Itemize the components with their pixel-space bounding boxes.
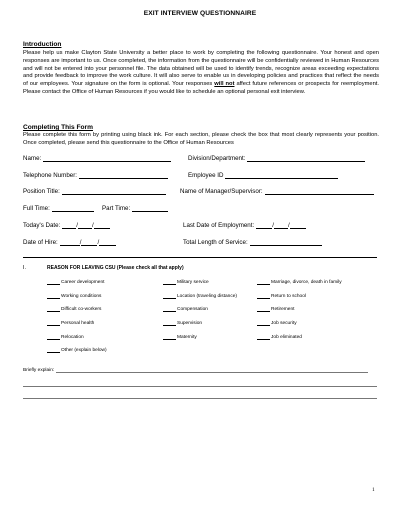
date-of-hire-sep-1: / [79, 239, 82, 246]
page-number: 1 [372, 487, 375, 493]
employee-id-field[interactable] [188, 172, 338, 179]
option-location[interactable] [163, 293, 237, 299]
option-label: Difficult co-workers [61, 307, 102, 312]
date-of-hire-sep-2: / [97, 239, 100, 246]
part-time-line[interactable] [132, 205, 168, 212]
employee-id-line[interactable] [225, 172, 338, 179]
option-label: Military service [177, 280, 209, 285]
option-job-security[interactable] [257, 320, 297, 326]
completing-text: Please complete this form by printing using black ink. For each section, please check the box that most clearly represents your position. Once completed, please send this questionnaire to the Office of Human Resources [23, 132, 379, 146]
checkbox-blank[interactable] [163, 279, 176, 285]
last-date-day[interactable] [274, 222, 288, 229]
checkbox-blank[interactable] [163, 293, 176, 299]
todays-date-day[interactable] [78, 222, 92, 229]
division-line[interactable] [247, 155, 365, 162]
briefly-explain-field[interactable] [23, 368, 368, 373]
introduction-text-part1: Please help us make Clayton State University a better place to work by completing the following questionnaire. Your honest and open responses are important to us. Once completed, the information from the questionnaire will be confidentially reviewed in Human Resources and will not be entered into your personnel file. The data obtained will be used to identify trends, recognize areas exceeding expectations and provide feedback to improve the work culture. It will also serve to enable us in developing policies and practices that reflect the needs of our employees. Your signature on the form is optional. Your responses [23, 50, 379, 88]
todays-date-label: Today's Date: [23, 222, 61, 229]
option-retirement[interactable] [257, 306, 294, 312]
checkbox-blank[interactable] [47, 334, 60, 340]
division-label: Division/Department: [188, 155, 246, 162]
option-relocation[interactable] [47, 334, 84, 340]
option-label: Job eliminated [271, 335, 302, 340]
name-line[interactable] [43, 155, 171, 162]
option-label: Location (traveling distance) [177, 294, 237, 299]
todays-date-sep-1: / [76, 222, 79, 229]
position-title-line[interactable] [62, 188, 166, 195]
option-marriage-divorce-death[interactable] [257, 279, 342, 285]
completing-heading: Completing This Form [23, 124, 93, 131]
option-label: Retirement [271, 307, 295, 312]
option-difficult-coworkers[interactable] [47, 306, 101, 312]
date-of-hire-field[interactable] [23, 239, 116, 246]
date-of-hire-year[interactable] [99, 239, 116, 246]
section-divider [23, 257, 377, 258]
last-date-year[interactable] [287, 222, 306, 229]
section-number: I. [23, 265, 26, 271]
last-date-month[interactable] [256, 222, 272, 229]
introduction-text-part2: affect future references or prospects for reemployment. Please contact the Office of Human Resources if you would like to schedule an optional personal exit interview. [23, 81, 379, 95]
option-label: Relocation [61, 335, 84, 340]
checkbox-blank[interactable] [163, 334, 176, 340]
option-label: Maternity [177, 335, 197, 340]
telephone-line[interactable] [79, 172, 168, 179]
todays-date-year[interactable] [94, 222, 110, 229]
checkbox-blank[interactable] [257, 293, 270, 299]
date-of-hire-label: Date of Hire: [23, 239, 58, 246]
option-job-eliminated[interactable] [257, 334, 302, 340]
checkbox-blank[interactable] [47, 279, 60, 285]
manager-line[interactable] [265, 188, 374, 195]
checkbox-blank[interactable] [257, 306, 270, 312]
option-label: Job security [271, 321, 297, 326]
total-length-field[interactable] [183, 239, 322, 246]
manager-label: Name of Manager/Supervisor: [180, 188, 263, 195]
option-career-development[interactable] [47, 279, 104, 285]
option-military-service[interactable] [163, 279, 209, 285]
last-date-sep-1: / [272, 222, 274, 229]
total-length-line[interactable] [250, 239, 322, 246]
checkbox-blank[interactable] [257, 320, 270, 326]
briefly-explain-label: Briefly explain: [23, 368, 55, 373]
last-date-label: Last Date of Employment: [183, 222, 255, 229]
option-return-to-school[interactable] [257, 293, 306, 299]
todays-date-field[interactable] [23, 222, 110, 229]
option-label: Personal health [61, 321, 95, 326]
position-title-label: Position Title: [23, 188, 60, 195]
option-label: Supervision [177, 321, 203, 326]
checkbox-blank[interactable] [47, 320, 60, 326]
option-label: Return to school [271, 294, 306, 299]
last-date-field[interactable] [183, 222, 306, 229]
division-field[interactable] [188, 155, 365, 162]
checkbox-blank[interactable] [257, 279, 270, 285]
telephone-field[interactable] [23, 172, 168, 179]
position-title-field[interactable] [23, 188, 166, 195]
employee-id-label: Employee ID [188, 172, 224, 179]
full-time-label: Full Time: [23, 205, 50, 212]
briefly-explain-line-1[interactable] [56, 368, 368, 373]
total-length-label: Total Length of Service: [183, 239, 248, 246]
option-other[interactable] [47, 347, 107, 353]
option-label: Marriage, divorce, death in family [271, 280, 342, 285]
option-supervision[interactable] [163, 320, 202, 326]
option-personal-health[interactable] [47, 320, 94, 326]
last-date-sep-2: / [287, 222, 290, 229]
checkbox-blank[interactable] [257, 334, 270, 340]
introduction-emphasis: will not [214, 81, 235, 88]
full-time-field[interactable] [23, 205, 94, 212]
introduction-text [23, 50, 379, 97]
option-label: Career development [61, 280, 105, 285]
section-title: REASON FOR LEAVING CSU (Please check all that apply) [47, 265, 184, 271]
option-label: Compensation [177, 307, 208, 312]
todays-date-sep-2: / [92, 222, 94, 229]
checkbox-blank[interactable] [47, 306, 60, 312]
telephone-label: Telephone Number: [23, 172, 78, 179]
part-time-label: Part Time: [102, 205, 131, 212]
briefly-explain-line-3[interactable] [23, 398, 377, 399]
option-maternity[interactable] [163, 334, 197, 340]
introduction-heading: Introduction [23, 41, 62, 48]
briefly-explain-line-2[interactable] [23, 386, 377, 387]
name-label: Name: [23, 155, 42, 162]
name-field[interactable] [23, 155, 171, 162]
option-label: Other (explain below) [61, 348, 107, 353]
date-of-hire-day[interactable] [81, 239, 100, 246]
option-compensation[interactable] [163, 306, 208, 312]
checkbox-blank[interactable] [163, 320, 176, 326]
date-of-hire-month[interactable] [60, 239, 80, 246]
part-time-field[interactable] [102, 205, 168, 212]
document-title: EXIT INTERVIEW QUESTIONNAIRE [143, 10, 257, 17]
option-working-conditions[interactable] [47, 293, 101, 299]
option-label: Working conditions [61, 294, 102, 299]
todays-date-month[interactable] [62, 222, 79, 229]
checkbox-blank[interactable] [47, 347, 60, 353]
full-time-line[interactable] [52, 205, 94, 212]
checkbox-blank[interactable] [47, 293, 60, 299]
checkbox-blank[interactable] [163, 306, 176, 312]
manager-field[interactable] [180, 188, 374, 195]
